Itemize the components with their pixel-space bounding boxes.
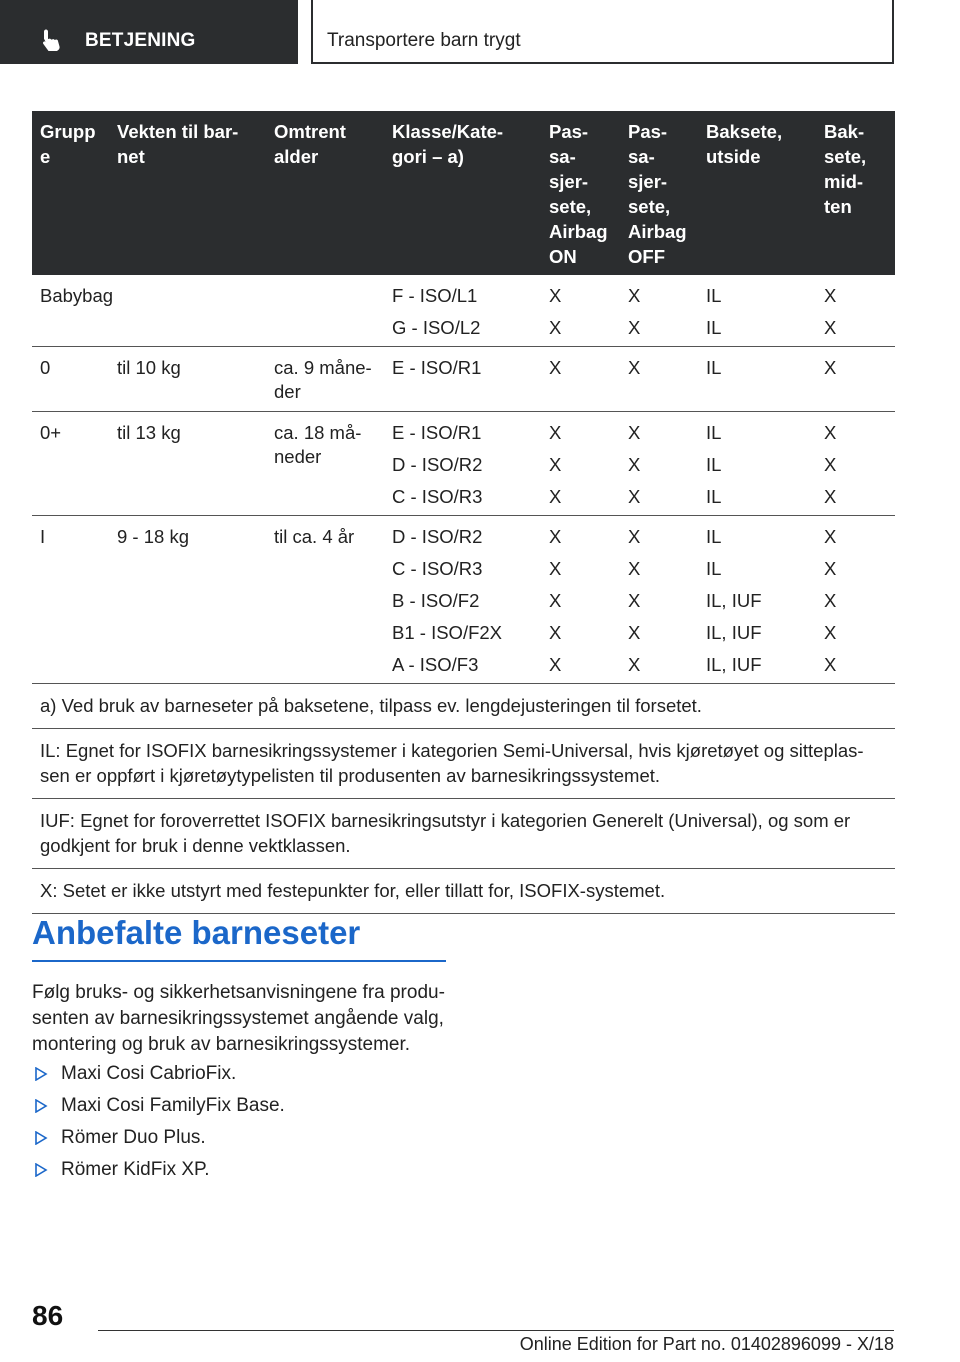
cell-airbag-on (549, 525, 561, 685)
airbag-on-value: X (549, 590, 562, 611)
rear-outer-value: IL (706, 454, 722, 475)
class-value: E - ISO/R1 (392, 422, 482, 443)
airbag-off-value: X (628, 622, 641, 643)
airbag-on-value: X (549, 622, 562, 643)
list-item-label: Römer KidFix XP. (61, 1159, 210, 1180)
rear-outer-value: IL (706, 558, 722, 579)
cell-airbag-off (628, 421, 640, 517)
cell-classes (392, 421, 482, 517)
cell-airbag-off (628, 284, 640, 348)
class-value: D - ISO/R2 (392, 526, 483, 547)
airbag-on-value: X (549, 357, 562, 378)
list-item (32, 1157, 452, 1189)
cell-group: Babybag (40, 285, 114, 306)
rear-outer-value: IL (706, 285, 722, 306)
airbag-on-value: X (549, 654, 562, 675)
cell-classes (392, 525, 502, 685)
rear-middle-value: X (824, 558, 837, 579)
rear-middle-value: X (824, 654, 837, 675)
cell-airbag-on (549, 284, 561, 348)
col-header-rear-middle: Bak- sete, mid- ten (824, 121, 867, 217)
rear-outer-value: IL (706, 486, 722, 507)
list-item (32, 1093, 452, 1125)
airbag-off-value: X (628, 317, 641, 338)
rear-middle-value: X (824, 526, 837, 547)
table-note: IL: Egnet for ISOFIX barnesikringssystemer i kategorien Semi-Universal, hvis kjøretøyet og sitteplas- sen er oppført i kjøretøytypelisten til produsenten av barnesikringssystemet. (32, 729, 895, 799)
col-header-passenger-airbag-on: Pas- sa- sjer- sete, Airbag ON (549, 121, 608, 267)
rear-outer-value: IL, IUF (706, 654, 762, 675)
airbag-off-value: X (628, 285, 641, 306)
cell-age: ca. 9 måne- der (274, 357, 372, 402)
rear-middle-value: X (824, 454, 837, 475)
table-row (32, 516, 895, 684)
cell-age: til ca. 4 år (274, 526, 355, 547)
table-note: a) Ved bruk av barneseter på baksetene, tilpass ev. lengdejusteringen til forsetet. (32, 684, 895, 729)
cell-airbag-off (628, 525, 640, 685)
airbag-on-value: X (549, 285, 562, 306)
cell-group: I (40, 526, 46, 547)
col-header-age: Omtrent alder (274, 121, 346, 167)
list-item-label: Maxi Cosi FamilyFix Base. (61, 1095, 285, 1116)
page-number: 86 (32, 1300, 64, 1331)
list-item-label: Römer Duo Plus. (61, 1127, 206, 1148)
airbag-on-value: X (549, 317, 562, 338)
col-header-weight: Vekten til bar- net (117, 121, 239, 167)
col-header-rear-outer: Baksete, utside (706, 121, 783, 167)
airbag-on-value: X (549, 526, 562, 547)
airbag-on-value: X (549, 558, 562, 579)
cell-rear-outer (706, 421, 721, 517)
airbag-off-value: X (628, 654, 641, 675)
table-row (32, 412, 895, 516)
rear-middle-value: X (824, 285, 837, 306)
airbag-off-value: X (628, 422, 641, 443)
rear-middle-value: X (824, 422, 837, 443)
cell-group: 0 (40, 357, 51, 378)
cell-rear-outer (706, 525, 762, 685)
table-note: IUF: Egnet for foroverrettet ISOFIX barnesikringsutstyr i kategorien Generelt (Universal), og som er godkjent for bruk i denne vektklassen. (32, 799, 895, 869)
cell-rear-middle (824, 421, 836, 517)
cell-weight: til 13 kg (117, 422, 181, 443)
airbag-on-value: X (549, 422, 562, 443)
rear-middle-value: X (824, 590, 837, 611)
list-item-label: Maxi Cosi CabrioFix. (61, 1063, 237, 1084)
list-item (32, 1125, 452, 1157)
col-header-class: Klasse/Kate- gori – a) (392, 121, 504, 167)
recommended-seats-list (32, 1061, 452, 1189)
table-header (32, 111, 895, 275)
section-tab (0, 0, 298, 64)
class-value: B - ISO/F2 (392, 590, 480, 611)
col-header-group: Grupp e (40, 121, 96, 167)
isofix-table (32, 111, 895, 914)
rear-outer-value: IL (706, 357, 722, 378)
airbag-off-value: X (628, 357, 641, 378)
triangle-right-icon (34, 1163, 48, 1177)
class-value: F - ISO/L1 (392, 285, 478, 306)
rear-outer-value: IL (706, 317, 722, 338)
table-note: X: Setet er ikke utstyrt med festepunkter for, eller tillatt for, ISOFIX-systemet. (32, 869, 895, 914)
airbag-on-value: X (549, 486, 562, 507)
table-row (32, 347, 895, 412)
table-row (32, 275, 895, 347)
cell-group: 0+ (40, 422, 62, 443)
class-value: G - ISO/L2 (392, 317, 481, 338)
edition-text: Online Edition for Part no. 01402896099 - X/18 (519, 1334, 894, 1354)
section-title: BETJENING (85, 30, 196, 51)
cell-age: ca. 18 må- neder (274, 422, 362, 467)
class-value: E - ISO/R1 (392, 357, 482, 378)
triangle-right-icon (34, 1067, 48, 1081)
cell-airbag-on (549, 421, 561, 517)
class-value: D - ISO/R2 (392, 454, 483, 475)
section-intro: Følg bruks- og sikkerhetsanvisningene fra produ- senten av barnesikringssystemet angående valg, montering og bruk av barnesikringssystemer. (32, 982, 445, 1055)
class-value: C - ISO/R3 (392, 558, 483, 579)
airbag-on-value: X (549, 454, 562, 475)
cell-rear-middle (824, 525, 836, 685)
chapter-title: Transportere barn trygt (327, 30, 521, 51)
airbag-off-value: X (628, 454, 641, 475)
cell-weight: 9 - 18 kg (117, 526, 189, 547)
rear-middle-value: X (824, 622, 837, 643)
rear-outer-value: IL (706, 526, 722, 547)
list-item (32, 1061, 452, 1093)
col-header-passenger-airbag-off: Pas- sa- sjer- sete, Airbag OFF (628, 121, 687, 267)
class-value: A - ISO/F3 (392, 654, 479, 675)
class-value: C - ISO/R3 (392, 486, 483, 507)
cell-classes (392, 284, 480, 348)
rear-middle-value: X (824, 486, 837, 507)
airbag-off-value: X (628, 486, 641, 507)
airbag-off-value: X (628, 526, 641, 547)
airbag-off-value: X (628, 558, 641, 579)
rear-middle-value: X (824, 357, 837, 378)
hand-pointer-icon (40, 28, 62, 52)
rear-outer-value: IL, IUF (706, 590, 762, 611)
airbag-off-value: X (628, 590, 641, 611)
triangle-right-icon (34, 1099, 48, 1113)
rear-outer-value: IL (706, 422, 722, 443)
section-heading: Anbefalte barneseter (32, 914, 446, 962)
rear-middle-value: X (824, 317, 837, 338)
cell-rear-outer (706, 284, 721, 348)
page-header (0, 0, 960, 66)
cell-weight: til 10 kg (117, 357, 181, 378)
cell-rear-middle (824, 284, 836, 348)
footer-divider (98, 1330, 894, 1331)
class-value: B1 - ISO/F2X (392, 622, 503, 643)
triangle-right-icon (34, 1131, 48, 1145)
chapter-box (311, 0, 894, 64)
rear-outer-value: IL, IUF (706, 622, 762, 643)
